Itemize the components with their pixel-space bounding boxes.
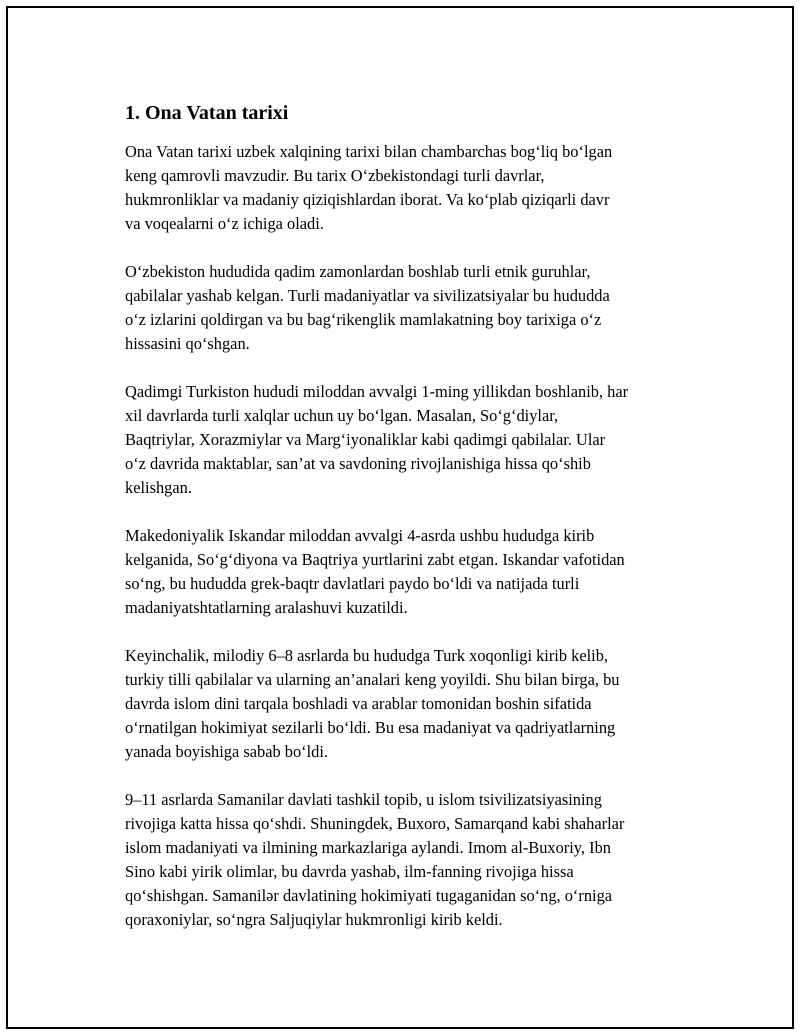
document-body: [125, 100, 705, 956]
page-frame: [6, 6, 794, 1029]
paragraph-5: Keyinchalik, milodiy 6–8 asrlarda bu hududga Turk xoqonligi kirib kelib, turkiy tilli qabilalar va ularning an’analari keng yoyildi. Shu bilan birga, bu davrda islom dini tarqala boshladi va arablar tomonidan boshin sifatida o‘rnatilgan hokimiyat sezilarli bo‘ldi. Bu esa madaniyat va qadriyatlarning yanada boyishiga sabab bo‘ldi.: [125, 646, 620, 761]
document-title: 1. Ona Vatan tarixi: [125, 102, 289, 124]
paragraph-3: Qadimgi Turkiston hududi miloddan avvalgi 1-ming yillikdan boshlanib, har xil davrlarda turli xalqlar uchun uy bo‘lgan. Masalan, So‘g‘diylar, Baqtriylar, Xorazmiylar va Marg‘iyonaliklar kabi qadimgi qabilalar. Ular o‘z davrida maktablar, san’at va savdoning rivojlanishiga hissa qo‘shib kelishgan.: [125, 382, 629, 497]
paragraph-6: 9–11 asrlarda Samanilar davlati tashkil topib, u islom tsivilizatsiyasining rivojiga katta hissa qo‘shdi. Shuningdek, Buxoro, Samarqand kabi shaharlar islom madaniyati va ilmining markazlariga aylandi. Imom al-Buxoriy, Ibn Sino kabi yirik olimlar, bu davrda yashab, ilm-fanning rivojiga hissa qo‘shishgan. Samanilər davlatining hokimiyati tugaganidan so‘ng, o‘rniga qoraxoniylar, so‘ngra Saljuqiylar hukmronligi kirib keldi.: [125, 790, 625, 929]
paragraph-2: O‘zbekiston hududida qadim zamonlardan boshlab turli etnik guruhlar, qabilalar yashab kelgan. Turli madaniyatlar va sivilizatsiyalar bu hududda o‘z izlarini qoldirgan va bu bag‘rikenglik mamlakatning boy tarixiga o‘z hissasini qo‘shgan.: [125, 262, 610, 353]
paragraph-1: Ona Vatan tarixi uzbek xalqining tarixi bilan chambarchas bog‘liq bo‘lgan keng qamrovli mavzudir. Bu tarix O‘zbekistondagi turli davrlar, hukmronliklar va madaniy qiziqishlardan iborat. Va ko‘plab qiziqarli davr va voqealarni o‘z ichiga oladi.: [125, 142, 613, 233]
paragraph-4: Makedoniyalik Iskandar miloddan avvalgi 4-asrda ushbu hududga kirib kelganida, So‘g‘diyona va Baqtriya yurtlarini zabt etgan. Iskandar vafotidan so‘ng, bu hududda grek-baqtr davlatlari paydo bo‘ldi va natijada turli madaniyatshtatlarning aralashuvi kuzatildi.: [125, 526, 625, 617]
